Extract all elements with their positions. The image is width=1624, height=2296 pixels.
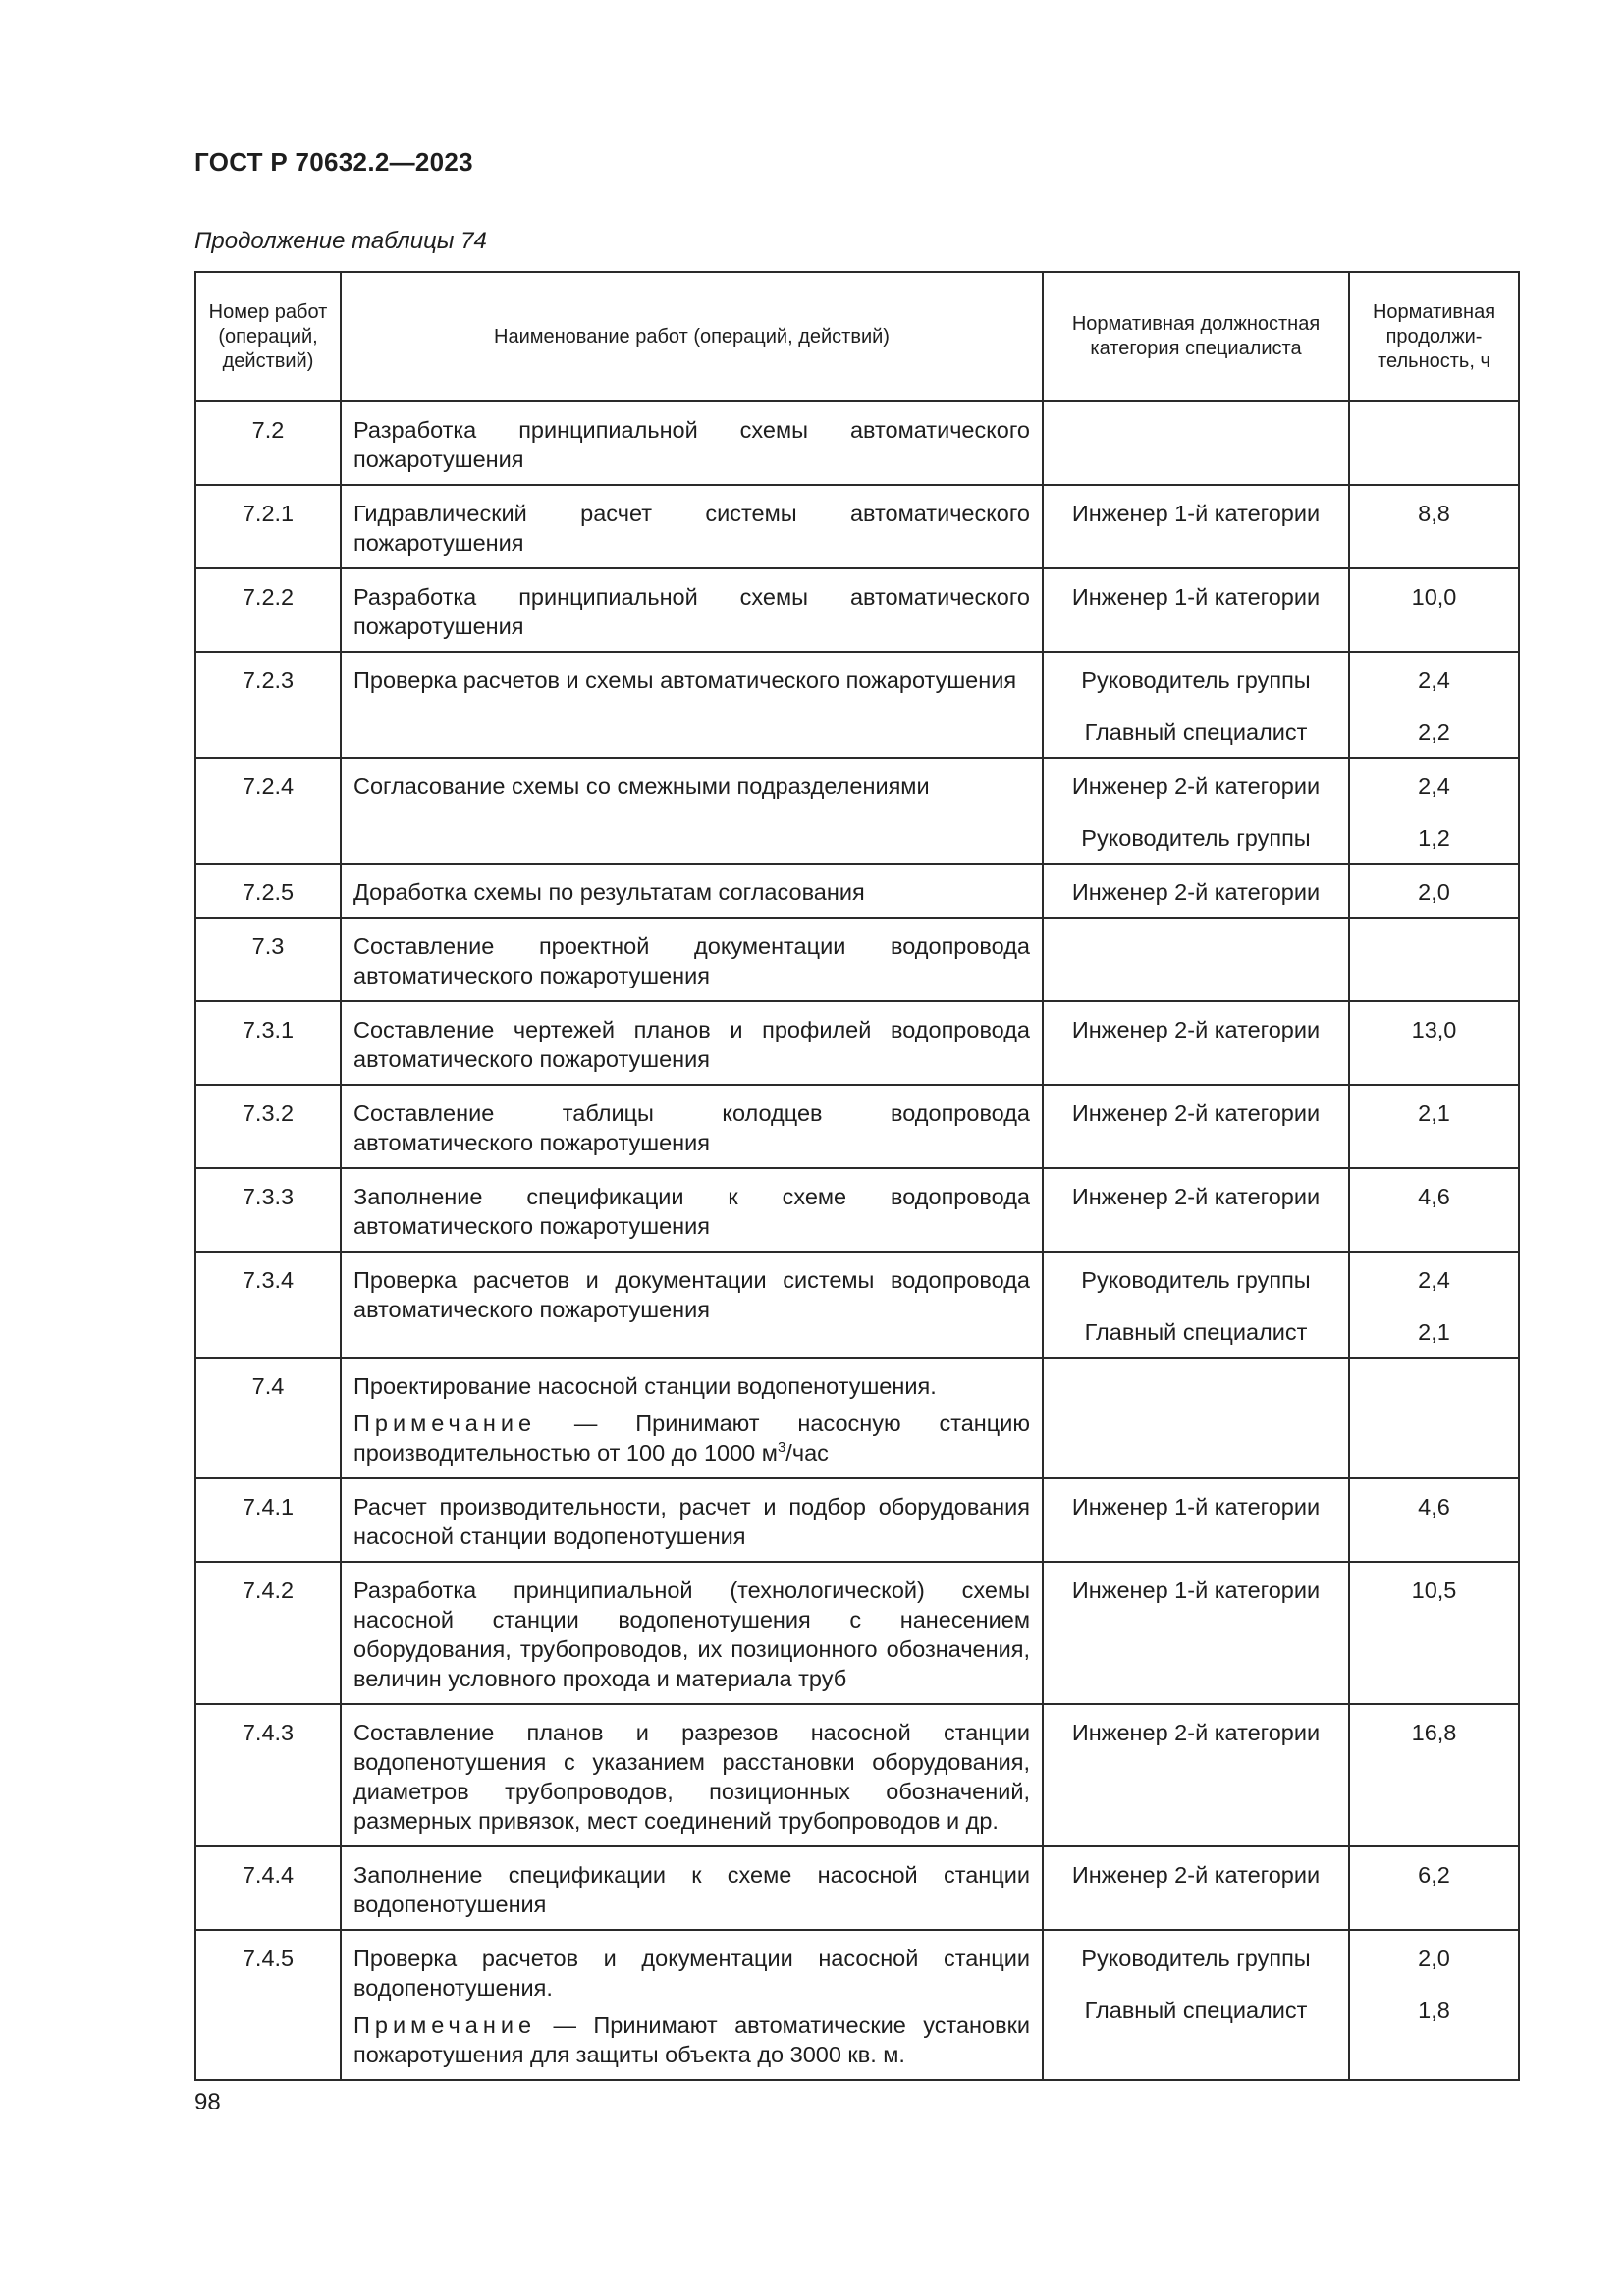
specialist-category-cell [1043,864,1349,918]
specialist-category: Главный специалист [1084,1998,1308,2023]
duration-cell [1349,1562,1519,1704]
work-name: Проверка расчетов и схемы автоматического пожаротушения [353,667,1017,693]
work-name-cell [341,1252,1043,1358]
duration-value: 2,4 [1418,774,1450,799]
specialist-category-cell [1043,1001,1349,1085]
specialist-category: Инженер 2-й категории [1071,1720,1321,1745]
table-row [195,758,1519,864]
duration-cell [1349,485,1519,568]
work-note [353,2010,1030,2069]
work-name: Составление таблицы колодцев водопровода автоматического пожаротушения [353,1100,1030,1155]
specialist-category: Инженер 1-й категории [1071,1577,1321,1603]
specialist-category-cell [1043,1358,1349,1478]
duration-value: 4,6 [1418,1494,1450,1520]
specialist-category: Инженер 2-й категории [1071,880,1321,905]
work-number: 7.2 [195,401,341,485]
specialist-category: Инженер 1-й категории [1071,1494,1321,1520]
work-number: 7.3.4 [195,1252,341,1358]
work-name: Разработка принципиальной (технологической) схемы насосной станции водопенотушения с нанесением оборудования, трубопроводов, их позиционного обозначения, величин условного прохода и материала труб [353,1577,1030,1691]
duration-value: 2,0 [1418,1946,1450,1971]
duration-value: 1,2 [1418,826,1450,851]
duration-value: 2,2 [1418,720,1450,745]
work-name-cell [341,1846,1043,1930]
work-name: Доработка схемы по результатам согласования [353,880,865,905]
duration-value: 10,5 [1411,1577,1457,1603]
specialist-category: Инженер 2-й категории [1071,1017,1321,1042]
note-label: Примечание [353,2012,537,2038]
work-name-cell [341,1478,1043,1562]
specialist-category-cell [1043,652,1349,758]
table-row [195,1252,1519,1358]
specialist-category-cell [1043,1704,1349,1846]
duration-cell [1349,918,1519,1001]
specialist-category: Инженер 2-й категории [1071,774,1321,799]
note-text: — Принимают автоматические установки пожаротушения для защиты объекта до 3000 кв. м. [353,2012,1030,2067]
table-row [195,1562,1519,1704]
specialist-category-cell [1043,1168,1349,1252]
specialist-category-cell [1043,758,1349,864]
table-body [195,401,1519,2080]
duration-value: 10,0 [1411,584,1457,610]
duration-value: 13,0 [1411,1017,1457,1042]
work-number: 7.3.3 [195,1168,341,1252]
note-text: — Принимают насосную станцию производительностью от 100 до 1000 м [353,1411,1030,1466]
work-number: 7.4.3 [195,1704,341,1846]
table-header-row [195,272,1519,401]
work-name-cell [341,401,1043,485]
specialist-category: Инженер 1-й категории [1071,501,1321,526]
table-row [195,1085,1519,1168]
work-number: 7.3.1 [195,1001,341,1085]
note-label: Примечание [353,1411,537,1436]
duration-value: 4,6 [1418,1184,1450,1209]
duration-cell [1349,1252,1519,1358]
table-row [195,1846,1519,1930]
column-header-number: Номер работ (операций, действий) [195,272,341,401]
duration-value: 2,4 [1418,1267,1450,1293]
work-number: 7.2.5 [195,864,341,918]
duration-cell [1349,568,1519,652]
work-name-cell [341,1001,1043,1085]
norms-table [194,271,1520,2081]
specialist-category: Главный специалист [1084,720,1308,745]
specialist-category: Руководитель группы [1081,1946,1311,1971]
specialist-category-cell [1043,1930,1349,2080]
specialist-category: Инженер 2-й категории [1071,1862,1321,1888]
specialist-category: Руководитель группы [1081,667,1311,693]
specialist-category-cell [1043,401,1349,485]
work-name: Разработка принципиальной схемы автоматического пожаротушения [353,584,1030,639]
duration-value: 6,2 [1418,1862,1450,1888]
work-note [353,1409,1030,1468]
work-number: 7.2.3 [195,652,341,758]
specialist-category-cell [1043,1478,1349,1562]
table-row [195,1478,1519,1562]
page-number: 98 [194,2089,221,2115]
work-name-cell [341,758,1043,864]
work-name: Составление чертежей планов и профилей водопровода автоматического пожаротушения [353,1017,1030,1072]
specialist-category-cell [1043,1252,1349,1358]
table-row [195,918,1519,1001]
duration-value: 2,0 [1418,880,1450,905]
work-name-cell [341,568,1043,652]
work-name: Разработка принципиальной схемы автоматического пожаротушения [353,417,1030,472]
note-tail: /час [785,1440,829,1466]
work-name: Гидравлический расчет системы автоматического пожаротушения [353,501,1030,556]
duration-cell [1349,1168,1519,1252]
specialist-category: Главный специалист [1084,1319,1308,1345]
work-name: Проектирование насосной станции водопенотушения. [353,1373,937,1399]
duration-value: 2,1 [1418,1100,1450,1126]
specialist-category: Инженер 2-й категории [1071,1100,1321,1126]
column-header-name: Наименование работ (операций, действий) [341,272,1043,401]
duration-value: 2,1 [1418,1319,1450,1345]
specialist-category-cell [1043,568,1349,652]
duration-value: 2,4 [1418,667,1450,693]
work-name: Согласование схемы со смежными подразделениями [353,774,930,799]
table-row [195,1168,1519,1252]
work-name-cell [341,918,1043,1001]
table-row [195,1704,1519,1846]
document-code: ГОСТ Р 70632.2—2023 [194,147,473,177]
table-row [195,864,1519,918]
table-row [195,652,1519,758]
work-name-cell [341,864,1043,918]
duration-value: 1,8 [1418,1998,1450,2023]
specialist-category: Инженер 2-й категории [1071,1184,1321,1209]
work-number: 7.2.2 [195,568,341,652]
duration-cell [1349,652,1519,758]
work-number: 7.3 [195,918,341,1001]
duration-cell [1349,1001,1519,1085]
table-row [195,1001,1519,1085]
duration-cell [1349,1930,1519,2080]
table-row [195,1930,1519,2080]
work-number: 7.2.1 [195,485,341,568]
specialist-category: Инженер 1-й категории [1071,584,1321,610]
work-number: 7.4.2 [195,1562,341,1704]
table-row [195,568,1519,652]
work-name: Проверка расчетов и документации системы водопровода автоматического пожаротушения [353,1267,1030,1322]
table-row [195,1358,1519,1478]
column-header-category: Нормативная должностная категория специалиста [1043,272,1349,401]
work-name: Проверка расчетов и документации насосной станции водопенотушения. [353,1946,1030,2001]
specialist-category-cell [1043,1562,1349,1704]
duration-cell [1349,758,1519,864]
specialist-category-cell [1043,918,1349,1001]
specialist-category-cell [1043,485,1349,568]
table-row [195,401,1519,485]
specialist-category: Руководитель группы [1081,1267,1311,1293]
work-name-cell [341,1930,1043,2080]
duration-cell [1349,1846,1519,1930]
specialist-category-cell [1043,1085,1349,1168]
work-number: 7.4.4 [195,1846,341,1930]
duration-cell [1349,1478,1519,1562]
work-name: Расчет производительности, расчет и подбор оборудования насосной станции водопенотушения [353,1494,1030,1549]
specialist-category-cell [1043,1846,1349,1930]
work-name-cell [341,652,1043,758]
work-name: Составление планов и разрезов насосной станции водопенотушения с указанием расстановки оборудования, диаметров трубопроводов, позиционных обозначений, размерных привязок, мест соединений трубопроводов и др. [353,1720,1030,1834]
column-header-duration: Нормативная продолжи-тельность, ч [1349,272,1519,401]
work-number: 7.3.2 [195,1085,341,1168]
work-name: Заполнение спецификации к схеме водопровода автоматического пожаротушения [353,1184,1030,1239]
work-name-cell [341,1168,1043,1252]
work-name-cell [341,1085,1043,1168]
work-number: 7.4 [195,1358,341,1478]
work-name-cell [341,1704,1043,1846]
work-name-cell [341,485,1043,568]
duration-cell [1349,1085,1519,1168]
table-caption: Продолжение таблицы 74 [194,228,487,254]
work-name: Составление проектной документации водопровода автоматического пожаротушения [353,934,1030,988]
specialist-category: Руководитель группы [1081,826,1311,851]
work-number: 7.2.4 [195,758,341,864]
work-name-cell [341,1358,1043,1478]
note-superscript: 3 [777,1439,786,1457]
duration-cell [1349,1358,1519,1478]
duration-cell [1349,401,1519,485]
work-number: 7.4.5 [195,1930,341,2080]
duration-value: 16,8 [1411,1720,1457,1745]
work-number: 7.4.1 [195,1478,341,1562]
work-name: Заполнение спецификации к схеме насосной станции водопенотушения [353,1862,1030,1917]
table-row [195,485,1519,568]
work-name-cell [341,1562,1043,1704]
duration-value: 8,8 [1418,501,1450,526]
duration-cell [1349,1704,1519,1846]
duration-cell [1349,864,1519,918]
